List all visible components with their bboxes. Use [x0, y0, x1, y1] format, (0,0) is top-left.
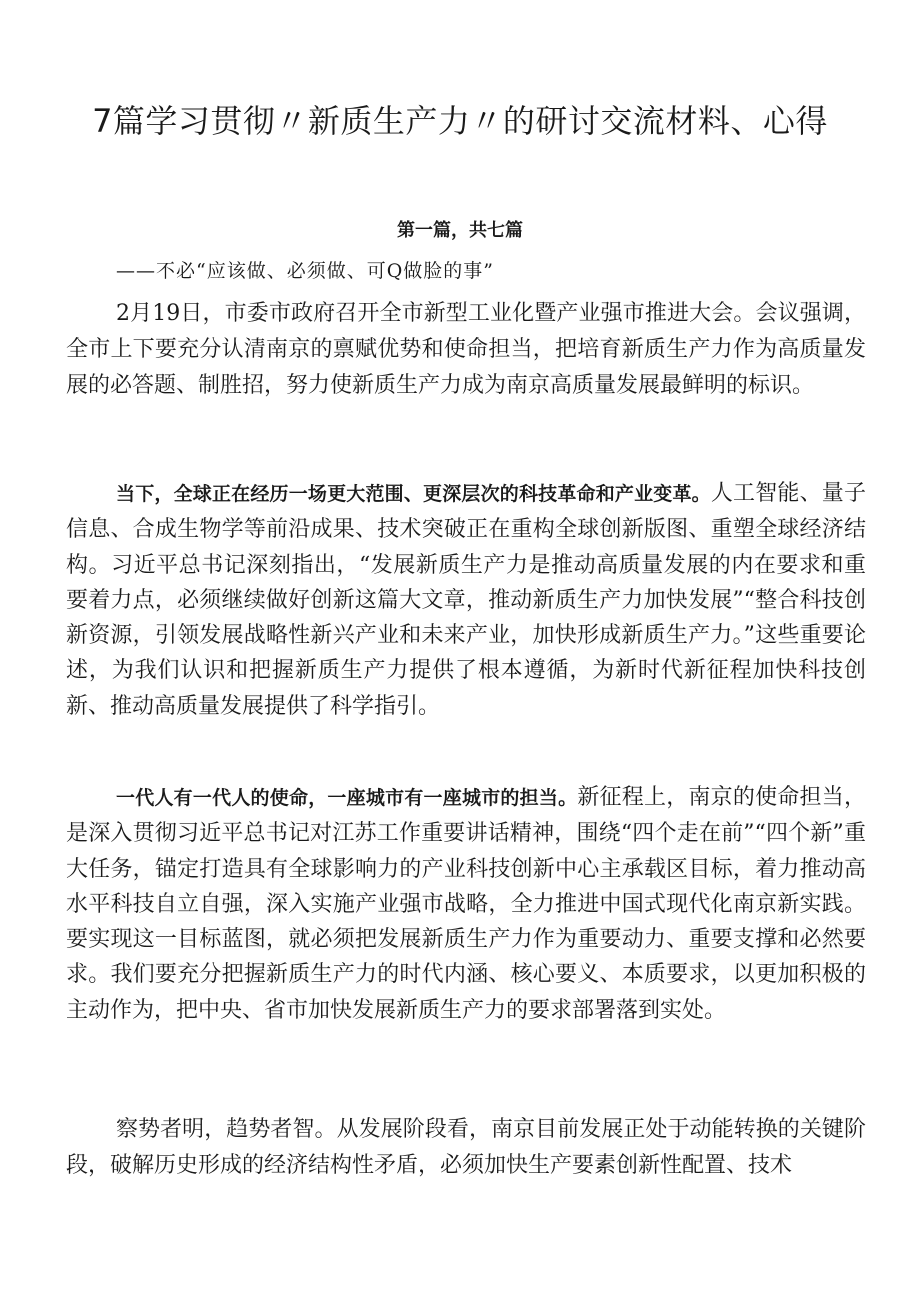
body-block-4 [66, 1112, 866, 1184]
subtitle: ——不必“应该做、必须做、可Q做脸的事” [116, 260, 495, 282]
paragraph-2-text: 人工智能、量子信息、合成生物学等前沿成果、技术突破正在重构全球创新版图、重塑全球经济结构。习近平总书记深刻指出，“发展新质生产力是推动高质量发展的内在要求和重要着力点，必须继续做好创新这篇大文章，推动新质生产力加快发展”“整合科技创新资源，引领发展战略性新兴产业和未来产业，加快形成新质生产力。”这些重要论述，为我们认识和把握新质生产力提供了根本遵循，为新时代新征程加快科技创新、推动高质量发展提供了科学指引。 [66, 481, 866, 719]
paragraph-2 [66, 476, 866, 724]
paragraph-4 [66, 1112, 866, 1184]
document-title: 7篇学习贯彻〃新质生产力〃的研讨交流材料、心得 [92, 102, 828, 140]
paragraph-2-lead: 当下，全球正在经历一场更大范围、更深层次的科技革命和产业变革。 [116, 483, 711, 505]
paragraph-1-text: 2月19日，市委市政府召开全市新型工业化暨产业强市推进大会。会议强调，全市上下要充分认清南京的禀赋优势和使命担当，把培育新质生产力作为高质量发展的必答题、制胜招，努力使新质生产力成为南京高质量发展最鲜明的标识。 [66, 301, 866, 398]
paragraph-3-lead: 一代人有一代人的使命，一座城市有一座城市的担当。 [116, 787, 578, 809]
paragraph-1 [66, 296, 866, 403]
paragraph-3-text: 新征程上，南京的使命担当，是深入贯彻习近平总书记对江苏工作重要讲话精神，围绕“四个走在前”“四个新”重大任务，锚定打造具有全球影响力的产业科技创新中心主承载区目标，着力推动高水平科技自立自强，深入实施产业强市战略，全力推进中国式现代化南京新实践。要实现这一目标蓝图，就必须把发展新质生产力作为重要动力、重要支撑和必然要求。我们要充分把握新质生产力的时代内涵、核心要义、本质要求，以更加积极的主动作为，把中央、省市加快发展新质生产力的要求部署落到实处。 [66, 785, 866, 1023]
paragraph-3 [66, 780, 866, 1028]
paragraph-4-text: 察势者明，趋势者智。从发展阶段看，南京目前发展正处于动能转换的关键阶段，破解历史形成的经济结构性矛盾，必须加快生产要素创新性配置、技术 [66, 1117, 866, 1179]
body-block-3 [66, 780, 866, 1028]
section-label: 第一篇，共七篇 [397, 220, 523, 241]
body-block-2 [66, 476, 866, 724]
body-block-1 [66, 296, 866, 403]
